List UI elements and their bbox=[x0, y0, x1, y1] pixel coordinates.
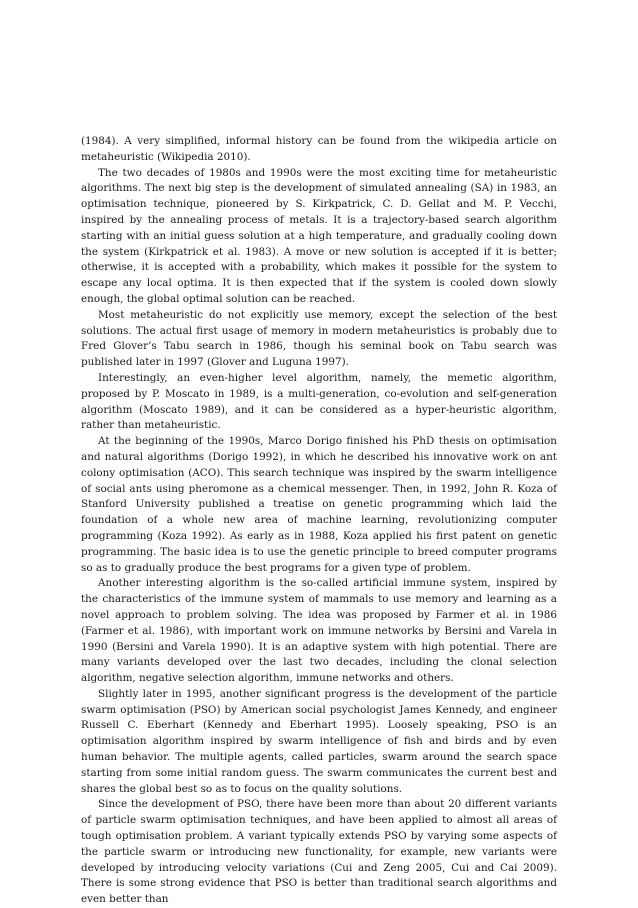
document-body bbox=[81, 134, 557, 908]
paragraph-3: Most metaheuristic do not explicitly use memory, except the selection of the best solutions. The actual first usage of memory in modern metaheuristics is probably due to Fred Glover’s Tabu search in 1986, though his seminal book on Tabu search was published later in 1997 (Glover and Luguna 1997). bbox=[81, 308, 557, 369]
paragraph-1: (1984). A very simplified, informal history can be found from the wikipedia article on metaheuristic (Wikipedia 2010). bbox=[81, 135, 557, 163]
paragraph-5: At the beginning of the 1990s, Marco Dorigo finished his PhD thesis on optimisation and natural algorithms (Dorigo 1992), in which he described his innovative work on ant colony optimisation (ACO). This search technique was inspired by the swarm intelligence of social ants using pheromone as a chemical messenger. Then, in 1992, John R. Koza of Stanford University published a treatise on genetic programming which laid the foundation of a whole new area of machine learning, revolutionizing computer programming (Koza 1992). As early as in 1988, Koza applied his first patent on genetic programming. The basic idea is to use the genetic principle to breed computer programs so as to gradually produce the best programs for a given type of problem. bbox=[81, 435, 557, 574]
paragraph-8: Since the development of PSO, there have been more than about 20 different variants of particle swarm optimisation techniques, and have been applied to almost all areas of tough optimisation problem. A variant typically extends PSO by varying some aspects of the particle swarm or introducing new functionality, for example, new variants were developed by introducing velocity variations (Cui and Zeng 2005, Cui and Cai 2009). There is some strong evidence that PSO is better than traditional search algorithms and even better than bbox=[81, 798, 557, 906]
paragraph-6: Another interesting algorithm is the so-called artificial immune system, inspired by the characteristics of the immune system of mammals to use memory and learning as a novel approach to problem solving. The idea was proposed by Farmer et al. in 1986 (Farmer et al. 1986), with important work on immune networks by Bersini and Varela in 1990 (Bersini and Varela 1990). It is an adaptive system with high potential. There are many variants developed over the last two decades, including the clonal selection algorithm, negative selection algorithm, immune networks and others. bbox=[81, 577, 557, 685]
paragraph-2: The two decades of 1980s and 1990s were the most exciting time for metaheuristic algorithms. The next big step is the development of simulated annealing (SA) in 1983, an optimisation technique, pioneered by S. Kirkpatrick, C. D. Gellat and M. P. Vecchi, inspired by the annealing process of metals. It is a trajectory-based search algorithm starting with an initial guess solution at a high temperature, and gradually cooling down the system (Kirkpatrick et al. 1983). A move or new solution is accepted if it is better; otherwise, it is accepted with a probability, which makes it possible for the system to escape any local optima. It is then expected that if the system is cooled down slowly enough, the global optimal solution can be reached. bbox=[81, 166, 557, 305]
paragraph-7: Slightly later in 1995, another significant progress is the development of the particle swarm optimisation (PSO) by American social psychologist James Kennedy, and engineer Russell C. Eberhart (Kennedy and Eberhart 1995). Loosely speaking, PSO is an optimisation algorithm inspired by swarm intelligence of fish and birds and by even human behavior. The multiple agents, called particles, swarm around the search space starting from some initial random guess. The swarm communicates the current best and shares the global best so as to focus on the quality solutions. bbox=[81, 687, 557, 795]
paragraph-4: Interestingly, an even-higher level algorithm, namely, the memetic algorithm, proposed by P. Moscato in 1989, is a multi-generation, co-evolution and self-generation algorithm (Moscato 1989), and it can be considered as a hyper-heuristic algorithm, rather than metaheuristic. bbox=[81, 371, 557, 432]
